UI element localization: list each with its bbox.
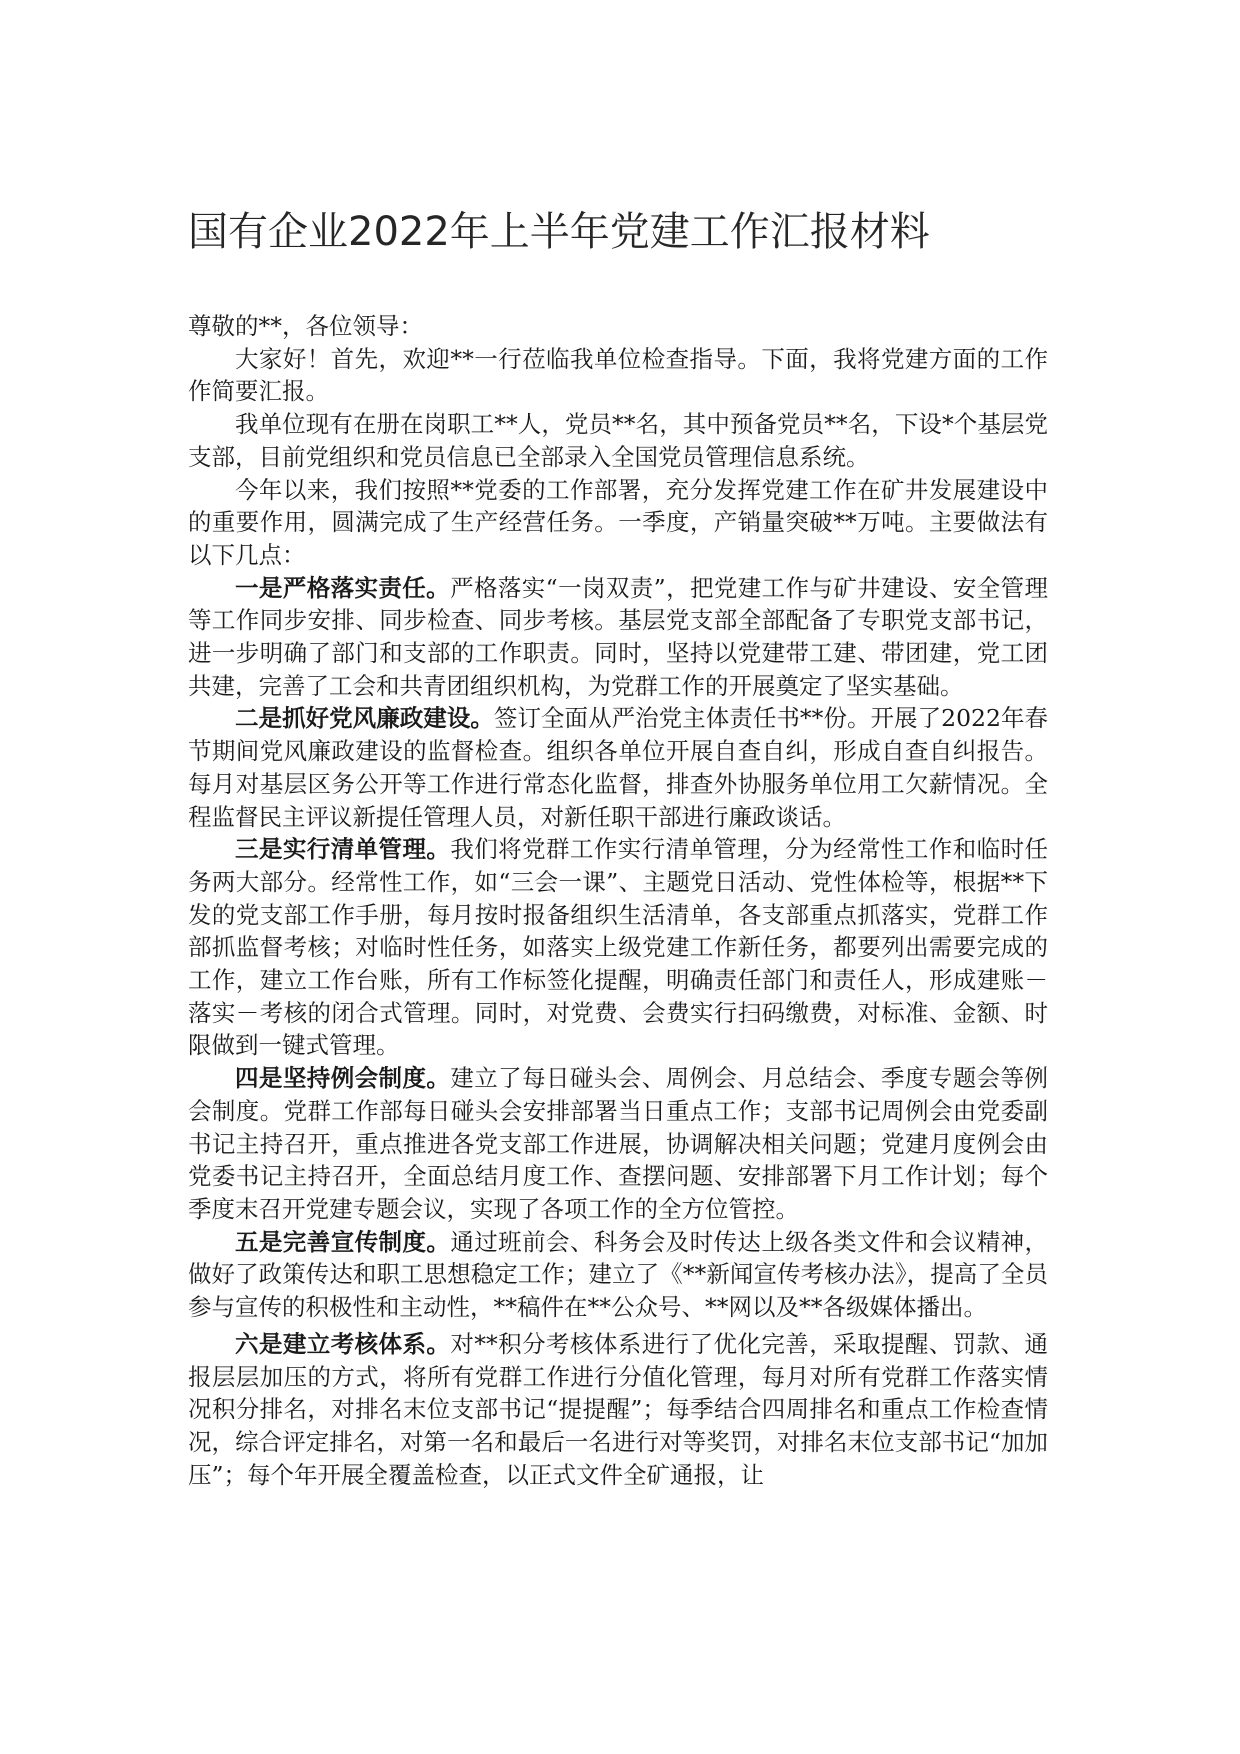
document-body <box>188 310 1048 1491</box>
paragraph-text: 通过班前会、科务会及时传达上级各类文件和会议精神，做好了政策传达和职工思想稳定工作；建立了《**新闻宣传考核办法》，提高了全员参与宣传的积极性和主动性，**稿件在**公众号、**网以及**各级媒体播出。 <box>188 1227 1049 1322</box>
paragraph-text: 我们将党群工作实行清单管理，分为经常性工作和临时任务两大部分。经常性工作，如“三会一课”、主题党日活动、党性体检等，根据**下发的党支部工作手册，每月按时报备组织生活清单，各支部重点抓落实，党群工作部抓监督考核；对临时性任务，如落实上级党建工作新任务，都要列出需要完成的工作，建立工作台账，所有工作标签化提醒，明确责任部门和责任人，形成建账－落实－考核的闭合式管理。同时，对党费、会费实行扫码缴费，对标准、金额、时限做到一键式管理。 <box>188 835 1049 1060</box>
paragraph-text: 签订全面从严治党主体责任书**份。开展了2022年春节期间党风廉政建设的监督检查。组织各单位开展自查自纠，形成自查自纠报告。每月对基层区务公开等工作进行常态化监督，排查外协服务单位用工欠薪情况。全程监督民主评议新提任管理人员，对新任职干部进行廉政谈话。 <box>188 704 1049 831</box>
paragraph-lead: 四是坚持例会制度。 <box>235 1064 451 1093</box>
paragraph-text: 建立了每日碰头会、周例会、月总结会、季度专题会等例会制度。党群工作部每日碰头会安排部署当日重点工作；支部书记周例会由党委副书记主持召开，重点推进各党支部工作进展，协调解决相关问题；党建月度例会由党委书记主持召开，全面总结月度工作、查摆问题、安排部署下月工作计划；每个季度末召开党建专题会议，实现了各项工作的全方位管控。 <box>188 1064 1049 1223</box>
paragraph-integrity <box>188 702 1048 833</box>
paragraph-assessment <box>188 1328 1048 1492</box>
paragraph-lead: 三是实行清单管理。 <box>235 835 451 864</box>
paragraph-responsibility <box>188 572 1048 703</box>
paragraph-text: 今年以来，我们按照**党委的工作部署，充分发挥党建工作在矿井发展建设中的重要作用，圆满完成了生产经营任务。一季度，产销量突破**万吨。主要做法有以下几点： <box>188 475 1048 569</box>
paragraph-overview <box>188 474 1048 572</box>
salutation: 尊敬的**，各位领导： <box>188 312 423 340</box>
paragraph-staff <box>188 408 1048 473</box>
paragraph-meetings <box>188 1062 1048 1226</box>
paragraph-text: 严格落实“一岗双责”，把党建工作与矿井建设、安全管理等工作同步安排、同步检查、同步考核。基层党支部全部配备了专职党支部书记，进一步明确了部门和支部的工作职责。同时，坚持以党建带工建、带团建，党工团共建，完善了工会和共青团组织机构，为党群工作的开展奠定了坚实基础。 <box>188 573 1049 700</box>
paragraph-lead: 二是抓好党风廉政建设。 <box>235 704 494 733</box>
paragraph-lead: 六是建立考核体系。 <box>235 1329 451 1358</box>
paragraph-lead: 一是严格落实责任。 <box>235 573 451 602</box>
paragraph-checklist <box>188 833 1048 1062</box>
paragraph-text: 我单位现有在册在岗职工**人，党员**名，其中预备党员**名，下设*个基层党支部，目前党组织和党员信息已全部录入全国党员管理信息系统。 <box>188 410 1048 471</box>
paragraph-intro <box>188 343 1048 408</box>
document-title: 国有企业2022年上半年党建工作汇报材料 <box>188 209 930 255</box>
paragraph-text: 对**积分考核体系进行了优化完善，采取提醒、罚款、通报层层加压的方式，将所有党群工作进行分值化管理，每月对所有党群工作落实情况积分排名，对排名末位支部书记“提提醒”；每季结合四周排名和重点工作检查情况，综合评定排名，对第一名和最后一名进行对等奖罚，对排名末位支部书记“加加压”；每个年开展全覆盖检查，以正式文件全矿通报，让 <box>188 1329 1049 1489</box>
paragraph-publicity <box>188 1226 1048 1324</box>
paragraph-lead: 五是完善宣传制度。 <box>235 1227 451 1256</box>
paragraph-text: 大家好！首先，欢迎**一行莅临我单位检查指导。下面，我将党建方面的工作作简要汇报。 <box>188 344 1048 406</box>
